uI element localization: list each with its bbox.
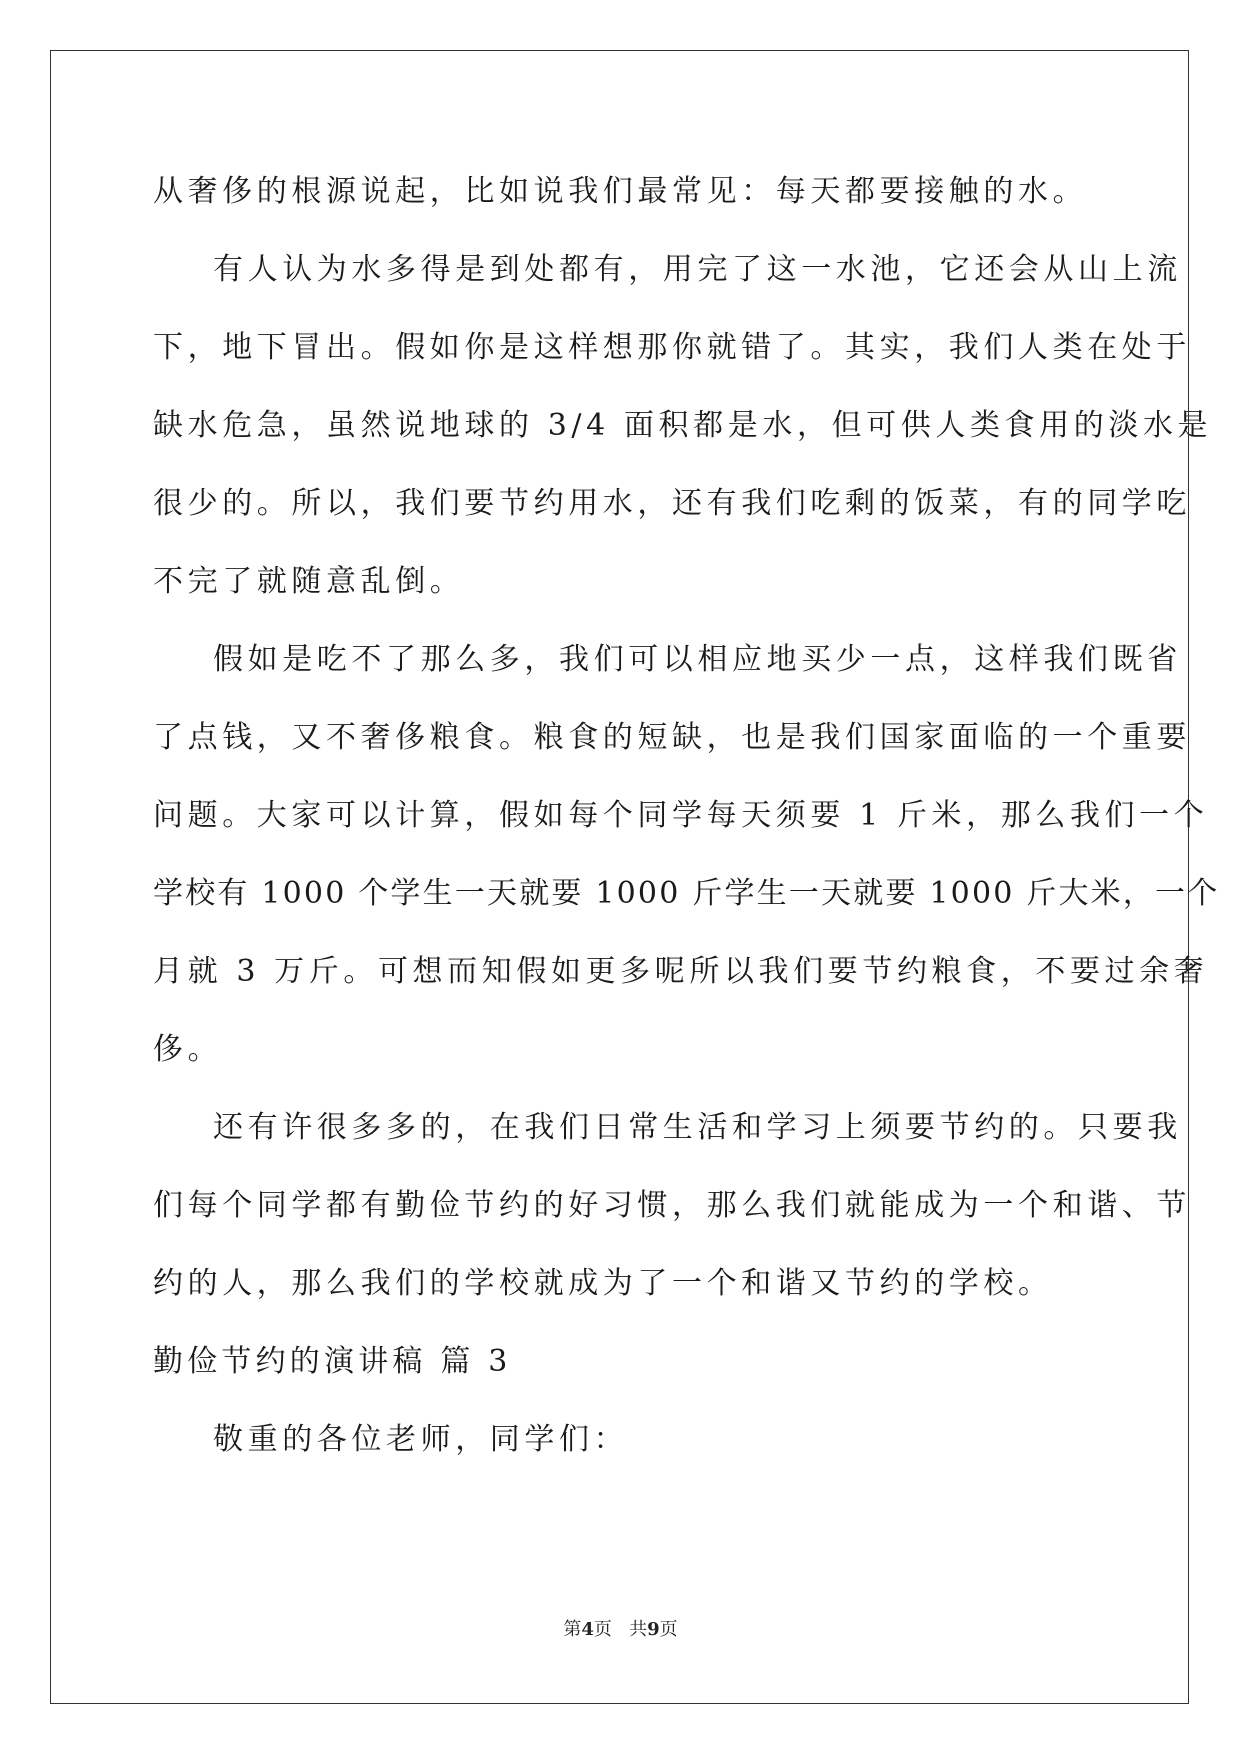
footer-prefix: 第: [563, 1619, 582, 1640]
body-text-line: 缺水危急，虽然说地球的 3/4 面积都是水，但可供人类食用的淡水是: [153, 408, 1213, 443]
section-heading: 勤俭节约的演讲稿 篇 3: [153, 1344, 512, 1379]
body-text-line: 从奢侈的根源说起，比如说我们最常见：每天都要接触的水。: [153, 174, 1088, 209]
body-text-line: 学校有 1000 个学生一天就要 1000 斤学生一天就要 1000 斤大米，一个: [153, 876, 1220, 911]
salutation-line: 敬重的各位老师，同学们：: [213, 1422, 629, 1457]
current-page-number: 4: [581, 1619, 594, 1640]
footer-suffix: 页: [659, 1619, 678, 1640]
body-text-line: 问题。大家可以计算，假如每个同学每天须要 1 斤米，那么我们一个: [153, 798, 1209, 833]
total-pages-number: 9: [647, 1619, 660, 1640]
body-text-line: 侈。: [153, 1032, 223, 1067]
body-text-line: 了点钱，又不奢侈粮食。粮食的短缺，也是我们国家面临的一个重要: [153, 720, 1191, 755]
body-text-line: 约的人，那么我们的学校就成为了一个和谐又节约的学校。: [153, 1266, 1053, 1301]
body-text-line: 们每个同学都有勤俭节约的好习惯，那么我们就能成为一个和谐、节: [153, 1188, 1191, 1223]
body-text-line: 不完了就随意乱倒。: [153, 564, 465, 599]
body-text-line: 有人认为水多得是到处都有，用完了这一水池，它还会从山上流: [213, 252, 1182, 287]
body-text-line: 假如是吃不了那么多，我们可以相应地买少一点，这样我们既省: [213, 642, 1182, 677]
footer-middle: 页 共: [593, 1619, 648, 1640]
body-text-line: 很少的。所以，我们要节约用水，还有我们吃剩的饭菜，有的同学吃: [153, 486, 1191, 521]
page-footer: [0, 1618, 1241, 1642]
body-text-line: 月就 3 万斤。可想而知假如更多呢所以我们要节约粮食，不要过余奢: [153, 954, 1209, 989]
body-text-line: 还有许很多多的，在我们日常生活和学习上须要节约的。只要我: [213, 1110, 1182, 1145]
body-text-line: 下，地下冒出。假如你是这样想那你就错了。其实，我们人类在处于: [153, 330, 1191, 365]
